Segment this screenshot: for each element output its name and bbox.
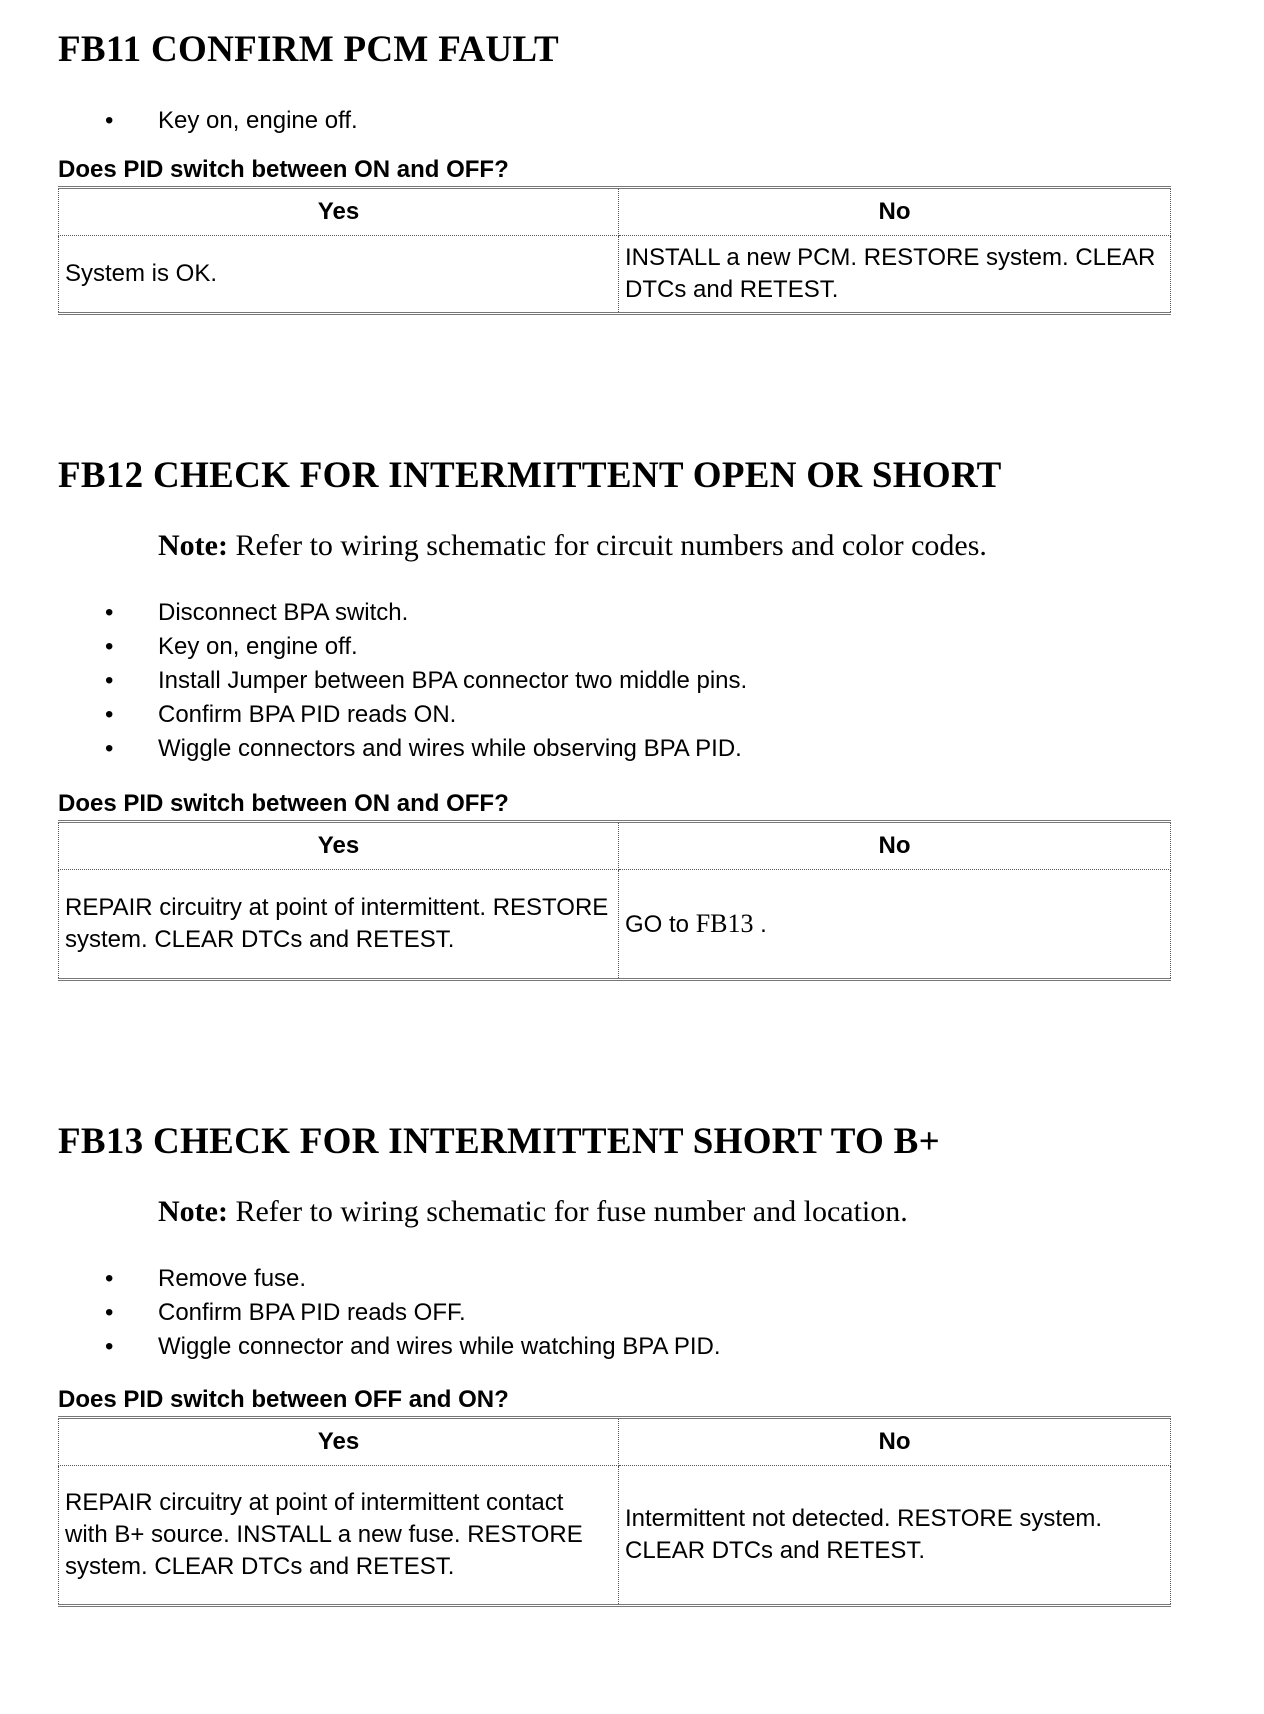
no-result [619,870,1171,980]
result-table-fb12 [58,820,1171,981]
step-title-fb12: FB12 CHECK FOR INTERMITTENT OPEN OR SHORT [58,455,1002,496]
yes-result: REPAIR circuitry at point of intermittent. RESTORE system. CLEAR DTCs and RETEST. [59,870,619,980]
table-header-row [59,188,1171,236]
no-result-suffix: . [753,910,767,938]
section-fb13 [58,1120,1170,1607]
list-item: • Wiggle connectors and wires while observing BPA PID. [58,732,1170,766]
list-item: • Install Jumper between BPA connector two middle pins. [58,664,1170,698]
yes-header: Yes [59,1418,619,1466]
note-fb12 [158,528,1170,564]
table-row [59,870,1171,980]
list-item: • Key on, engine off. [58,104,1170,138]
result-table-fb11 [58,186,1171,315]
list-item: • Confirm BPA PID reads ON. [58,698,1170,732]
step-link-fb13[interactable]: FB13 [695,908,754,938]
yes-header: Yes [59,822,619,870]
yes-result: System is OK. [59,236,619,314]
list-item: • Confirm BPA PID reads OFF. [58,1296,1170,1330]
no-header: No [619,822,1171,870]
note-label: Note: [158,529,228,562]
note-text: Refer to wiring schematic for circuit numbers and color codes. [227,529,987,562]
question-fb13: Does PID switch between OFF and ON? [58,1386,509,1413]
step-title-fb11: FB11 CONFIRM PCM FAULT [58,29,559,70]
result-table-fb13 [58,1416,1171,1607]
step-list-fb11 [58,104,1170,138]
no-result-prefix: GO to [625,910,696,938]
step-list-fb12 [58,596,1170,766]
table-header-row [59,1418,1171,1466]
note-fb13 [158,1194,1170,1230]
section-fb12 [58,454,1170,981]
step-title-fb13: FB13 CHECK FOR INTERMITTENT SHORT TO B+ [58,1121,940,1162]
question-fb11: Does PID switch between ON and OFF? [58,156,509,183]
no-header: No [619,188,1171,236]
step-list-fb13 [58,1262,1170,1364]
yes-result: REPAIR circuitry at point of intermittent contact with B+ source. INSTALL a new fuse. RESTORE system. CLEAR DTCs and RETEST. [59,1466,619,1606]
table-row [59,1466,1171,1606]
question-fb12: Does PID switch between ON and OFF? [58,790,509,817]
table-header-row [59,822,1171,870]
no-result: INSTALL a new PCM. RESTORE system. CLEAR DTCs and RETEST. [619,236,1171,314]
no-header: No [619,1418,1171,1466]
table-row [59,236,1171,314]
note-text: Refer to wiring schematic for fuse number and location. [227,1195,908,1228]
list-item: • Wiggle connector and wires while watching BPA PID. [58,1330,1170,1364]
note-label: Note: [158,1195,228,1228]
section-fb11 [58,28,1170,315]
no-result: Intermittent not detected. RESTORE system. CLEAR DTCs and RETEST. [619,1466,1171,1606]
list-item: • Remove fuse. [58,1262,1170,1296]
list-item: • Key on, engine off. [58,630,1170,664]
list-item: • Disconnect BPA switch. [58,596,1170,630]
yes-header: Yes [59,188,619,236]
